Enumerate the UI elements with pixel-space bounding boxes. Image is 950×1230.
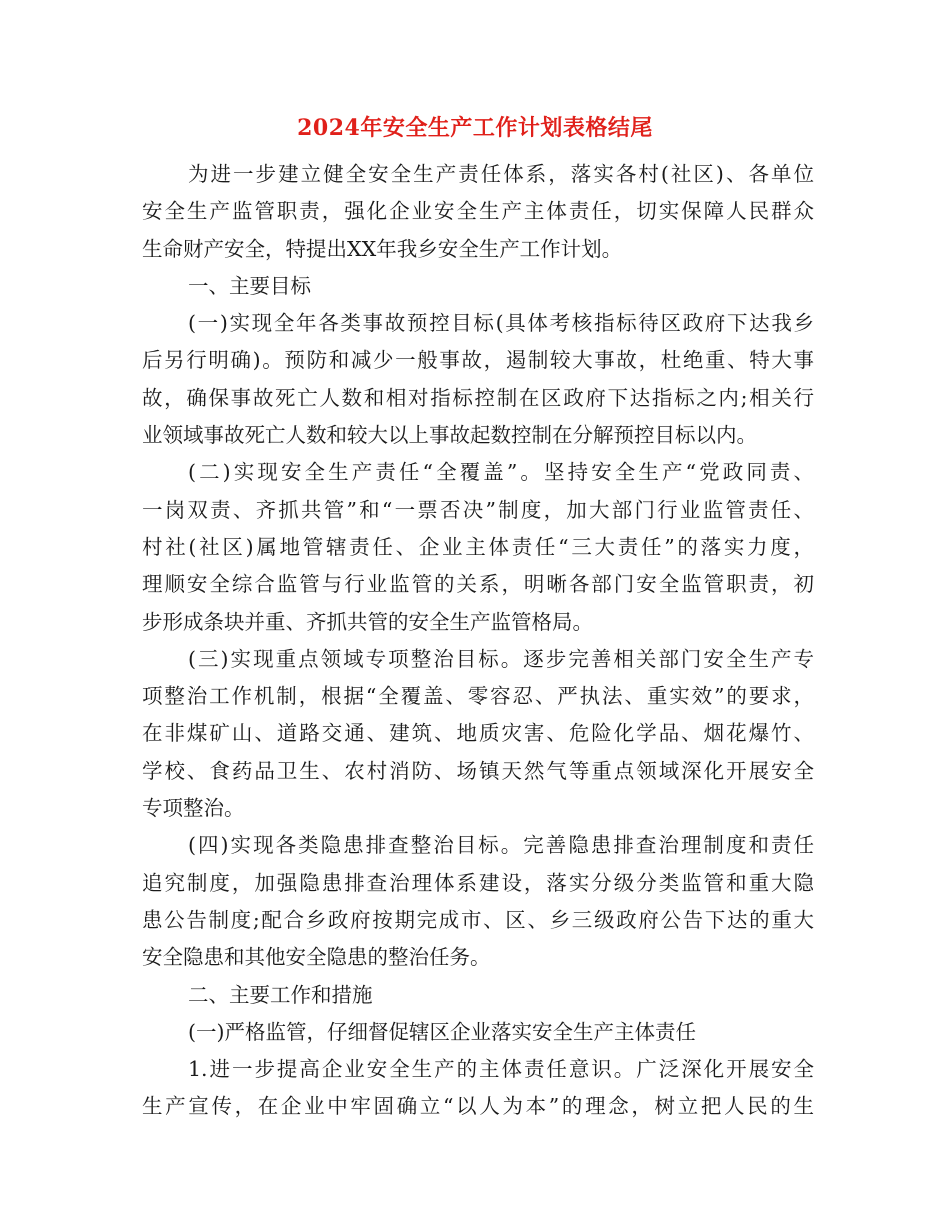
text-line: 1.进一步提高企业安全生产的主体责任意识。广泛深化开展安全 [188,1057,814,1082]
text-line: 后另行明确)。预防和减少一般事故，遏制较大事故，杜绝重、特大事 [142,348,814,373]
text-line: (三)实现重点领域专项整治目标。逐步完善相关部门安全生产专 [188,646,814,671]
text-line: 学校、食药品卫生、农村消防、场镇天然气等重点领域深化开展安全 [142,758,814,783]
text-line: 患公告制度;配合乡政府按期完成市、区、乡三级政府公告下达的重大 [142,907,814,932]
text-line: 安全生产监管职责，强化企业安全生产主体责任，切实保障人民群众 [142,199,814,224]
document-body [142,156,814,1126]
text-line: 理顺安全综合监管与行业监管的关系，明晰各部门安全监管职责，初 [142,572,814,597]
document-title: 2024年安全生产工作计划表格结尾 [297,115,653,141]
text-line: 追究制度，加强隐患排查治理体系建设，落实分级分类监管和重大隐 [142,870,814,895]
text-line: (一)实现全年各类事故预控目标(具体考核指标待区政府下达我乡 [188,311,814,336]
text-line: (二)实现安全生产责任“全覆盖”。坚持安全生产“党政同责、 [188,460,814,485]
text-line: 故，确保事故死亡人数和相对指标控制在区政府下达指标之内;相关行 [142,385,814,410]
text-line: 步形成条块并重、齐抓共管的安全生产监管格局。 [142,609,593,634]
text-line: (一)严格监管，仔细督促辖区企业落实安全生产主体责任 [188,1019,696,1044]
text-line: 生命财产安全，特提出XX年我乡安全生产工作计划。 [142,236,623,261]
text-line: 在非煤矿山、道路交通、建筑、地质灾害、危险化学品、烟花爆竹、 [142,721,814,746]
text-line: (四)实现各类隐患排查整治目标。完善隐患排查治理制度和责任 [188,833,814,858]
text-line: 生产宣传，在企业中牢固确立“以人为本”的理念，树立把人民的生 [142,1094,814,1119]
text-line: 村社(社区)属地管辖责任、企业主体责任“三大责任”的落实力度， [142,534,814,559]
text-line: 业领域事故死亡人数和较大以上事故起数控制在分解预控目标以内。 [142,423,757,448]
text-line: 一、主要目标 [188,273,311,298]
text-line: 专项整治。 [142,796,245,821]
text-line: 项整治工作机制，根据“全覆盖、零容忍、严执法、重实效”的要求， [142,684,814,709]
text-line: 二、主要工作和措施 [188,982,373,1007]
text-line: 一岗双责、齐抓共管”和“一票否决”制度，加大部门行业监管责任、 [142,497,814,522]
text-line: 为进一步建立健全安全生产责任体系，落实各村(社区)、各单位 [188,162,814,186]
text-line: 安全隐患和其他安全隐患的整治任务。 [142,945,491,970]
